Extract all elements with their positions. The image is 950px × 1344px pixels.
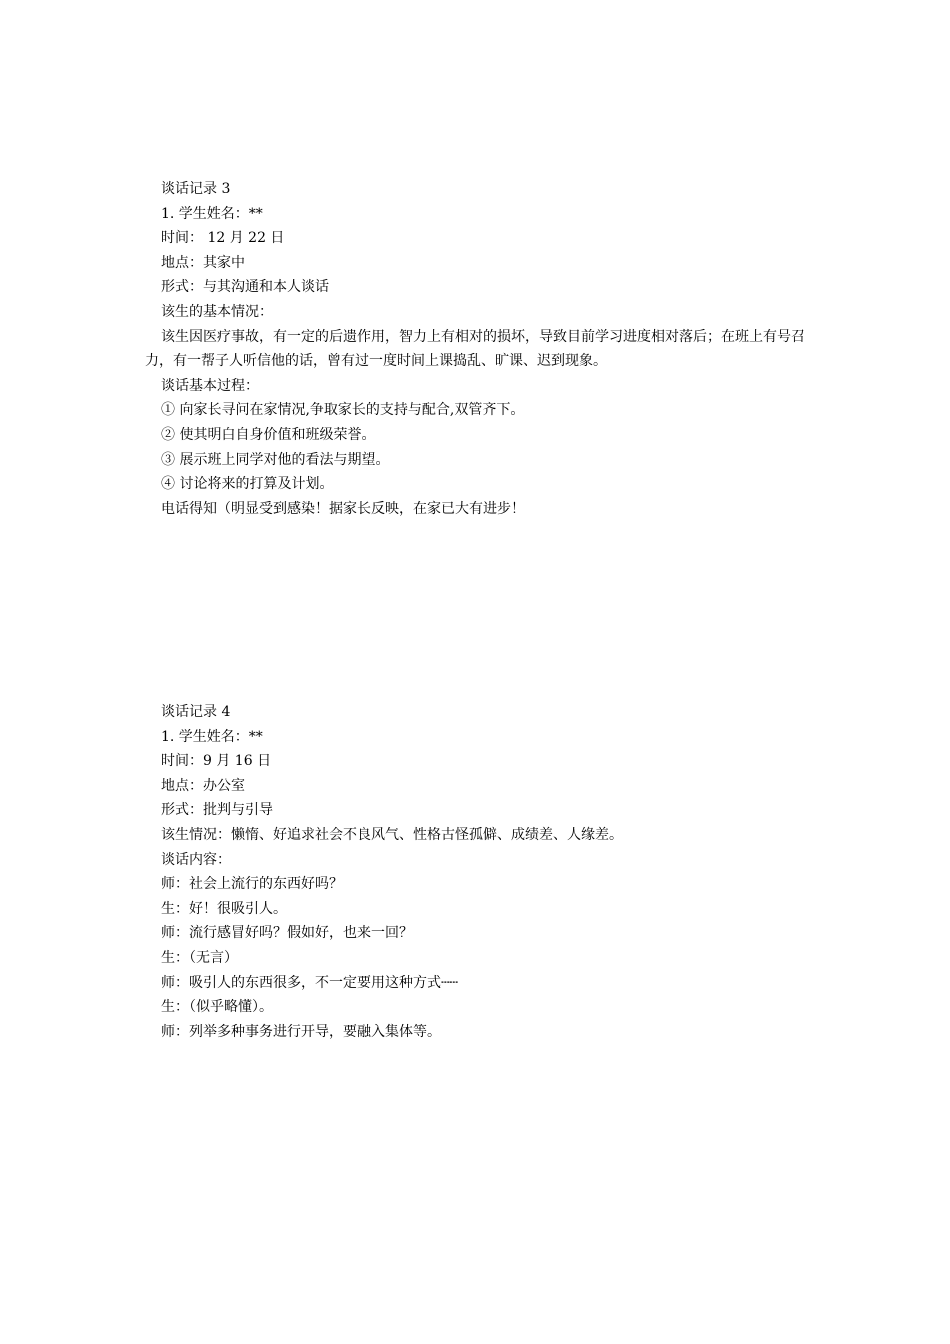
conversation-record-3: [145, 177, 825, 521]
content-heading: 谈话内容：: [161, 851, 231, 868]
record-time: 时间：9 月 16 日: [161, 753, 272, 770]
record-place: 地点：办公室: [161, 777, 245, 794]
result-text: 电话得知（明显受到感染！据家长反映，在家已大有进步！: [161, 500, 525, 517]
student-situation: 该生情况：懒惰、好追求社会不良风气、性格古怪孤僻、成绩差、人缘差。: [161, 826, 623, 843]
dialogue-line: 师：列举多种事务进行开导，要融入集体等。: [161, 1023, 441, 1040]
record-time: 时间： 12 月 22 日: [161, 230, 285, 247]
record-title: 谈话记录 4: [161, 704, 231, 720]
student-name: 1. 学生姓名：**: [161, 728, 263, 745]
basic-situation-heading: 该生的基本情况：: [161, 303, 273, 320]
dialogue-line: 生：（似乎略懂）。: [161, 999, 273, 1016]
process-step-3: ③ 展示班上同学对他的看法与期望。: [161, 451, 390, 468]
record-title: 谈话记录 3: [161, 181, 231, 197]
conversation-record-4: [145, 700, 825, 1044]
dialogue-line: 师：社会上流行的东西好吗？: [161, 876, 343, 893]
record-place: 地点：其家中: [161, 254, 245, 271]
student-name: 1. 学生姓名：**: [161, 205, 263, 222]
dialogue-line: 师：吸引人的东西很多，不一定要用这种方式┄┄: [161, 974, 458, 991]
record-form: 形式：与其沟通和本人谈话: [161, 279, 329, 296]
process-step-1: ① 向家长寻问在家情况,争取家长的支持与配合,双管齐下。: [161, 402, 525, 419]
dialogue-line: 生：好！很吸引人。: [161, 900, 287, 917]
dialogue-line: 师：流行感冒好吗？假如好，也来一回？: [161, 925, 413, 942]
dialogue-line: 生：（无言）: [161, 949, 238, 966]
process-step-4: ④ 讨论将来的打算及计划。: [161, 476, 334, 493]
record-form: 形式：批判与引导: [161, 802, 273, 819]
basic-situation-text: 该生因医疗事故，有一定的后遗作用，智力上有相对的损坏，导致目前学习进度相对落后；在班上有号召力，有一帮子人听信他的话，曾有过一度时间上课捣乱、旷课、迟到现象。: [145, 328, 805, 370]
process-heading: 谈话基本过程：: [161, 377, 259, 394]
process-step-2: ② 使其明白自身价值和班级荣誉。: [161, 426, 376, 443]
